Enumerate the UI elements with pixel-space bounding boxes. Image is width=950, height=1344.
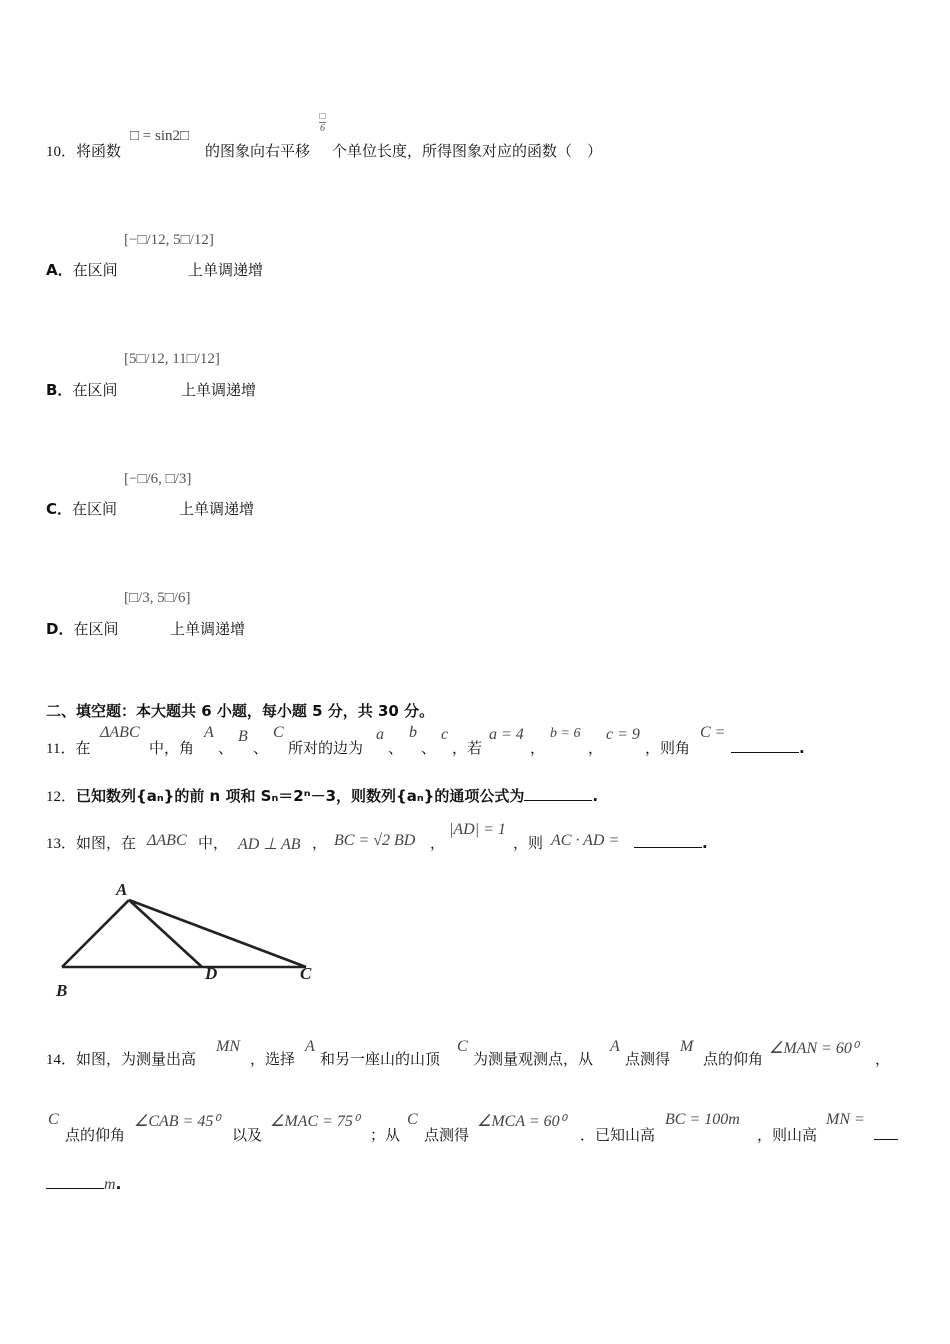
q10-line <box>46 140 121 161</box>
q14-angle-man: ∠MAN = 60⁰ <box>769 1040 859 1057</box>
q11-end: . <box>799 739 805 757</box>
q11-sep-3: 、 <box>388 739 404 757</box>
q13-comma-2: ， <box>430 834 446 852</box>
q14-mn: MN <box>216 1038 240 1055</box>
q14-c: C <box>457 1038 468 1055</box>
q13-triangle-figure <box>44 876 334 1000</box>
q13-end: . <box>702 834 708 852</box>
q14-text-6: 点的仰角 <box>703 1050 764 1068</box>
q14-text-8: 以及 <box>232 1126 263 1144</box>
q11-text-5: ，则角 <box>645 739 691 757</box>
label-b: B <box>56 981 68 1000</box>
q13-answer-blank[interactable] <box>634 832 702 848</box>
q14-angle-cab: ∠CAB = 45⁰ <box>134 1113 220 1130</box>
option-d-interval: [□/3, 5□/6] <box>124 590 191 606</box>
q11-angle-a: A <box>204 724 214 741</box>
q14-text-5: 点测得 <box>625 1050 671 1068</box>
option-b-pre: 在区间 <box>72 381 118 399</box>
q10-text-2: 的图象向右平移 <box>205 142 311 160</box>
q11-angle-b: B <box>238 728 248 745</box>
q14-comma: ， <box>875 1050 891 1068</box>
option-b-post: 上单调递增 <box>181 381 257 399</box>
q11-b-value: b = 6 <box>550 726 581 741</box>
q11-comma-1: ， <box>530 739 546 757</box>
q14-a: A <box>305 1038 315 1055</box>
q11-text-1: 在 <box>75 739 91 757</box>
option-c-interval: [−□/6, □/3] <box>124 471 192 487</box>
q10-text-3: 个单位长度，所得图象对应的函数（ ） <box>332 142 603 160</box>
q11-line <box>46 737 90 758</box>
q13-comma-1: ， <box>312 834 328 852</box>
q14-text-2: ，选择 <box>250 1050 296 1068</box>
q14-mn-equals: MN = <box>826 1111 865 1128</box>
q13-number: 13． <box>46 836 77 852</box>
side-ab <box>62 900 129 967</box>
q11-answer <box>731 737 805 757</box>
q11-sep-2: 、 <box>253 739 269 757</box>
q14-c-2: C <box>48 1111 59 1128</box>
option-d-pre: 在区间 <box>73 620 119 638</box>
q11-angle-c: C <box>273 724 284 741</box>
q12-answer-blank[interactable] <box>524 786 592 801</box>
q11-c-value: c = 9 <box>606 726 640 743</box>
q10-shift-denominator: 6 <box>320 123 325 134</box>
option-b-letter: B． <box>46 381 73 399</box>
q14-end: . <box>115 1175 122 1193</box>
q14-line-1 <box>46 1048 196 1069</box>
q14-number: 14． <box>46 1052 77 1068</box>
section-2-title: 二、填空题：本大题共 6 小题，每小题 5 分，共 30 分。 <box>46 702 435 720</box>
q11-side-a: a <box>376 726 384 743</box>
q14-text-1: 如图，为测量出高 <box>76 1050 197 1068</box>
option-a-letter: A． <box>46 261 73 279</box>
q14-text-12: ，则山高 <box>757 1126 818 1144</box>
q12-number: 12． <box>46 789 77 805</box>
q12-text: 已知数列{aₙ}的前 n 项和 Sₙ＝2ⁿ－3，则数列{aₙ}的通项公式为 <box>76 787 525 805</box>
side-ad <box>129 900 202 967</box>
q11-answer-blank[interactable] <box>731 737 799 753</box>
option-a-interval: [−□/12, 5□/12] <box>124 232 214 248</box>
option-d-letter: D． <box>46 620 74 638</box>
q13-text-1: 如图，在 <box>76 834 137 852</box>
label-d: D <box>205 964 218 983</box>
q11-sep-1: 、 <box>218 739 234 757</box>
q12-end: . <box>592 787 599 805</box>
q11-text-4: ，若 <box>452 739 483 757</box>
q11-number: 11． <box>46 741 76 757</box>
q14-bc-height: BC = 100m <box>665 1111 740 1128</box>
option-d <box>46 618 118 639</box>
option-a <box>46 259 118 280</box>
q13-answer <box>634 832 708 852</box>
option-b <box>46 379 117 400</box>
q13-perpendicular: AD ⊥ AB <box>238 836 301 853</box>
label-a: A <box>116 880 128 899</box>
q14-answer-blank-part-1[interactable] <box>874 1124 898 1140</box>
q13-dot-product: AC · AD = <box>551 832 620 849</box>
q14-line-3 <box>46 1172 121 1194</box>
option-a-pre: 在区间 <box>72 261 118 279</box>
q10-text-1: 将函数 <box>76 142 122 160</box>
q10-function: □ = sin2□ <box>130 128 190 144</box>
q10-shift-fraction <box>319 111 326 134</box>
q14-a-2: A <box>610 1038 620 1055</box>
q14-text-10: 点测得 <box>424 1126 470 1144</box>
q13-text-3: ，则 <box>513 834 544 852</box>
q14-unit: m <box>104 1176 116 1193</box>
q11-side-b: b <box>409 724 417 741</box>
q11-triangle: ΔABC <box>100 724 140 741</box>
q10-shift-numerator: □ <box>319 111 326 122</box>
q11-text-2: 中，角 <box>149 739 195 757</box>
q14-angle-mac: ∠MAC = 75⁰ <box>270 1113 360 1130</box>
q11-comma-2: ， <box>588 739 604 757</box>
q11-text-3: 所对的边为 <box>288 739 364 757</box>
option-b-interval: [5□/12, 11□/12] <box>124 351 220 367</box>
label-c: C <box>300 964 312 983</box>
q14-angle-mca: ∠MCA = 60⁰ <box>477 1113 567 1130</box>
side-ac <box>129 900 306 967</box>
q13-triangle: ΔABC <box>147 832 187 849</box>
q14-answer-blank-part-2[interactable] <box>46 1172 104 1189</box>
q14-c-3: C <box>407 1111 418 1128</box>
q11-a-value: a = 4 <box>489 726 524 743</box>
q11-c-equals: C = <box>700 724 726 741</box>
q14-text-11: ．已知山高 <box>580 1126 656 1144</box>
q11-side-c: c <box>441 726 449 743</box>
q14-m: M <box>680 1038 694 1055</box>
option-c-letter: C． <box>46 500 73 518</box>
q14-text-9: ；从 <box>370 1126 401 1144</box>
option-d-post: 上单调递增 <box>170 620 246 638</box>
q13-line <box>46 832 136 853</box>
q14-text-7: 点的仰角 <box>65 1126 126 1144</box>
option-c-pre: 在区间 <box>72 500 118 518</box>
q10-number: 10． <box>46 144 77 160</box>
q13-bc-relation: BC = √2 BD <box>334 832 416 849</box>
option-c <box>46 498 117 519</box>
option-c-post: 上单调递增 <box>179 500 255 518</box>
q12-line <box>46 785 598 806</box>
q14-text-3: 和另一座山的山顶 <box>320 1050 441 1068</box>
q13-ad-length: |AD| = 1 <box>449 821 506 838</box>
q14-text-4: 为测量观测点，从 <box>473 1050 594 1068</box>
q13-text-2: 中， <box>198 834 229 852</box>
q11-sep-4: 、 <box>421 739 437 757</box>
option-a-post: 上单调递增 <box>188 261 264 279</box>
